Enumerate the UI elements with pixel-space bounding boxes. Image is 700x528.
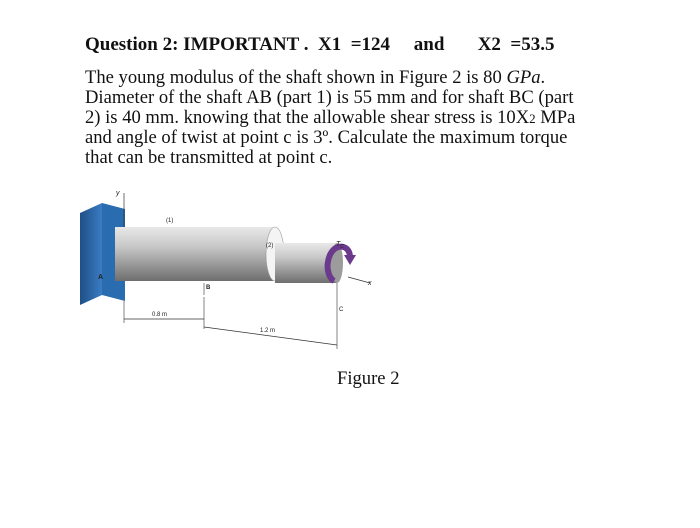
paragraph-line-5: that can be transmitted at point c. bbox=[85, 147, 333, 169]
part-2-label: (2) bbox=[266, 243, 274, 249]
question-title: Question 2: IMPORTANT . bbox=[85, 34, 309, 55]
and-word: and bbox=[413, 34, 445, 55]
torque-arrow-head bbox=[344, 255, 356, 265]
paragraph-line-1 bbox=[85, 68, 641, 88]
dimension-bc-label: 1.2 m bbox=[260, 328, 276, 334]
line3-text: 2) is 40 mm. knowing that the allowable shear stress is 10X bbox=[85, 106, 530, 128]
line1-text: The young modulus of the shaft shown in Figure 2 is 80 bbox=[85, 67, 507, 88]
dimension-ab-label: 0.8 m bbox=[152, 312, 168, 318]
line1-period: . bbox=[540, 67, 546, 88]
paragraph-line-2: Diameter of the shaft AB (part 1) is 55 mm and for shaft BC (part bbox=[85, 86, 574, 108]
y-axis-label: y bbox=[116, 190, 120, 197]
modulus-unit: GPa bbox=[506, 67, 541, 88]
point-a-label: A bbox=[98, 274, 104, 281]
paragraph-line-4: and angle of twist at point c is 3º. Calculate the maximum torque bbox=[85, 127, 568, 149]
question-heading bbox=[85, 34, 555, 56]
question-paragraph bbox=[85, 68, 641, 168]
point-c-label: C bbox=[339, 307, 344, 313]
x2-value: X2 =53.5 bbox=[477, 34, 555, 55]
shaft-ab bbox=[115, 227, 275, 281]
shaft-diagram bbox=[80, 185, 400, 355]
x-axis bbox=[348, 277, 370, 283]
figure-caption: Figure 2 bbox=[337, 368, 400, 389]
point-b-label: B bbox=[206, 285, 211, 291]
x1-value: X1 =124 bbox=[317, 34, 391, 55]
paragraph-line-3 bbox=[85, 108, 641, 129]
shaft-figure bbox=[80, 185, 400, 355]
line3-unit: MPa bbox=[535, 106, 576, 128]
line3-subscript: 2 bbox=[529, 110, 536, 126]
x-axis-label: x bbox=[368, 280, 372, 287]
torque-label: $T_C$ bbox=[336, 241, 344, 250]
fixed-wall bbox=[80, 203, 102, 305]
part-1-label: (1) bbox=[166, 218, 174, 224]
